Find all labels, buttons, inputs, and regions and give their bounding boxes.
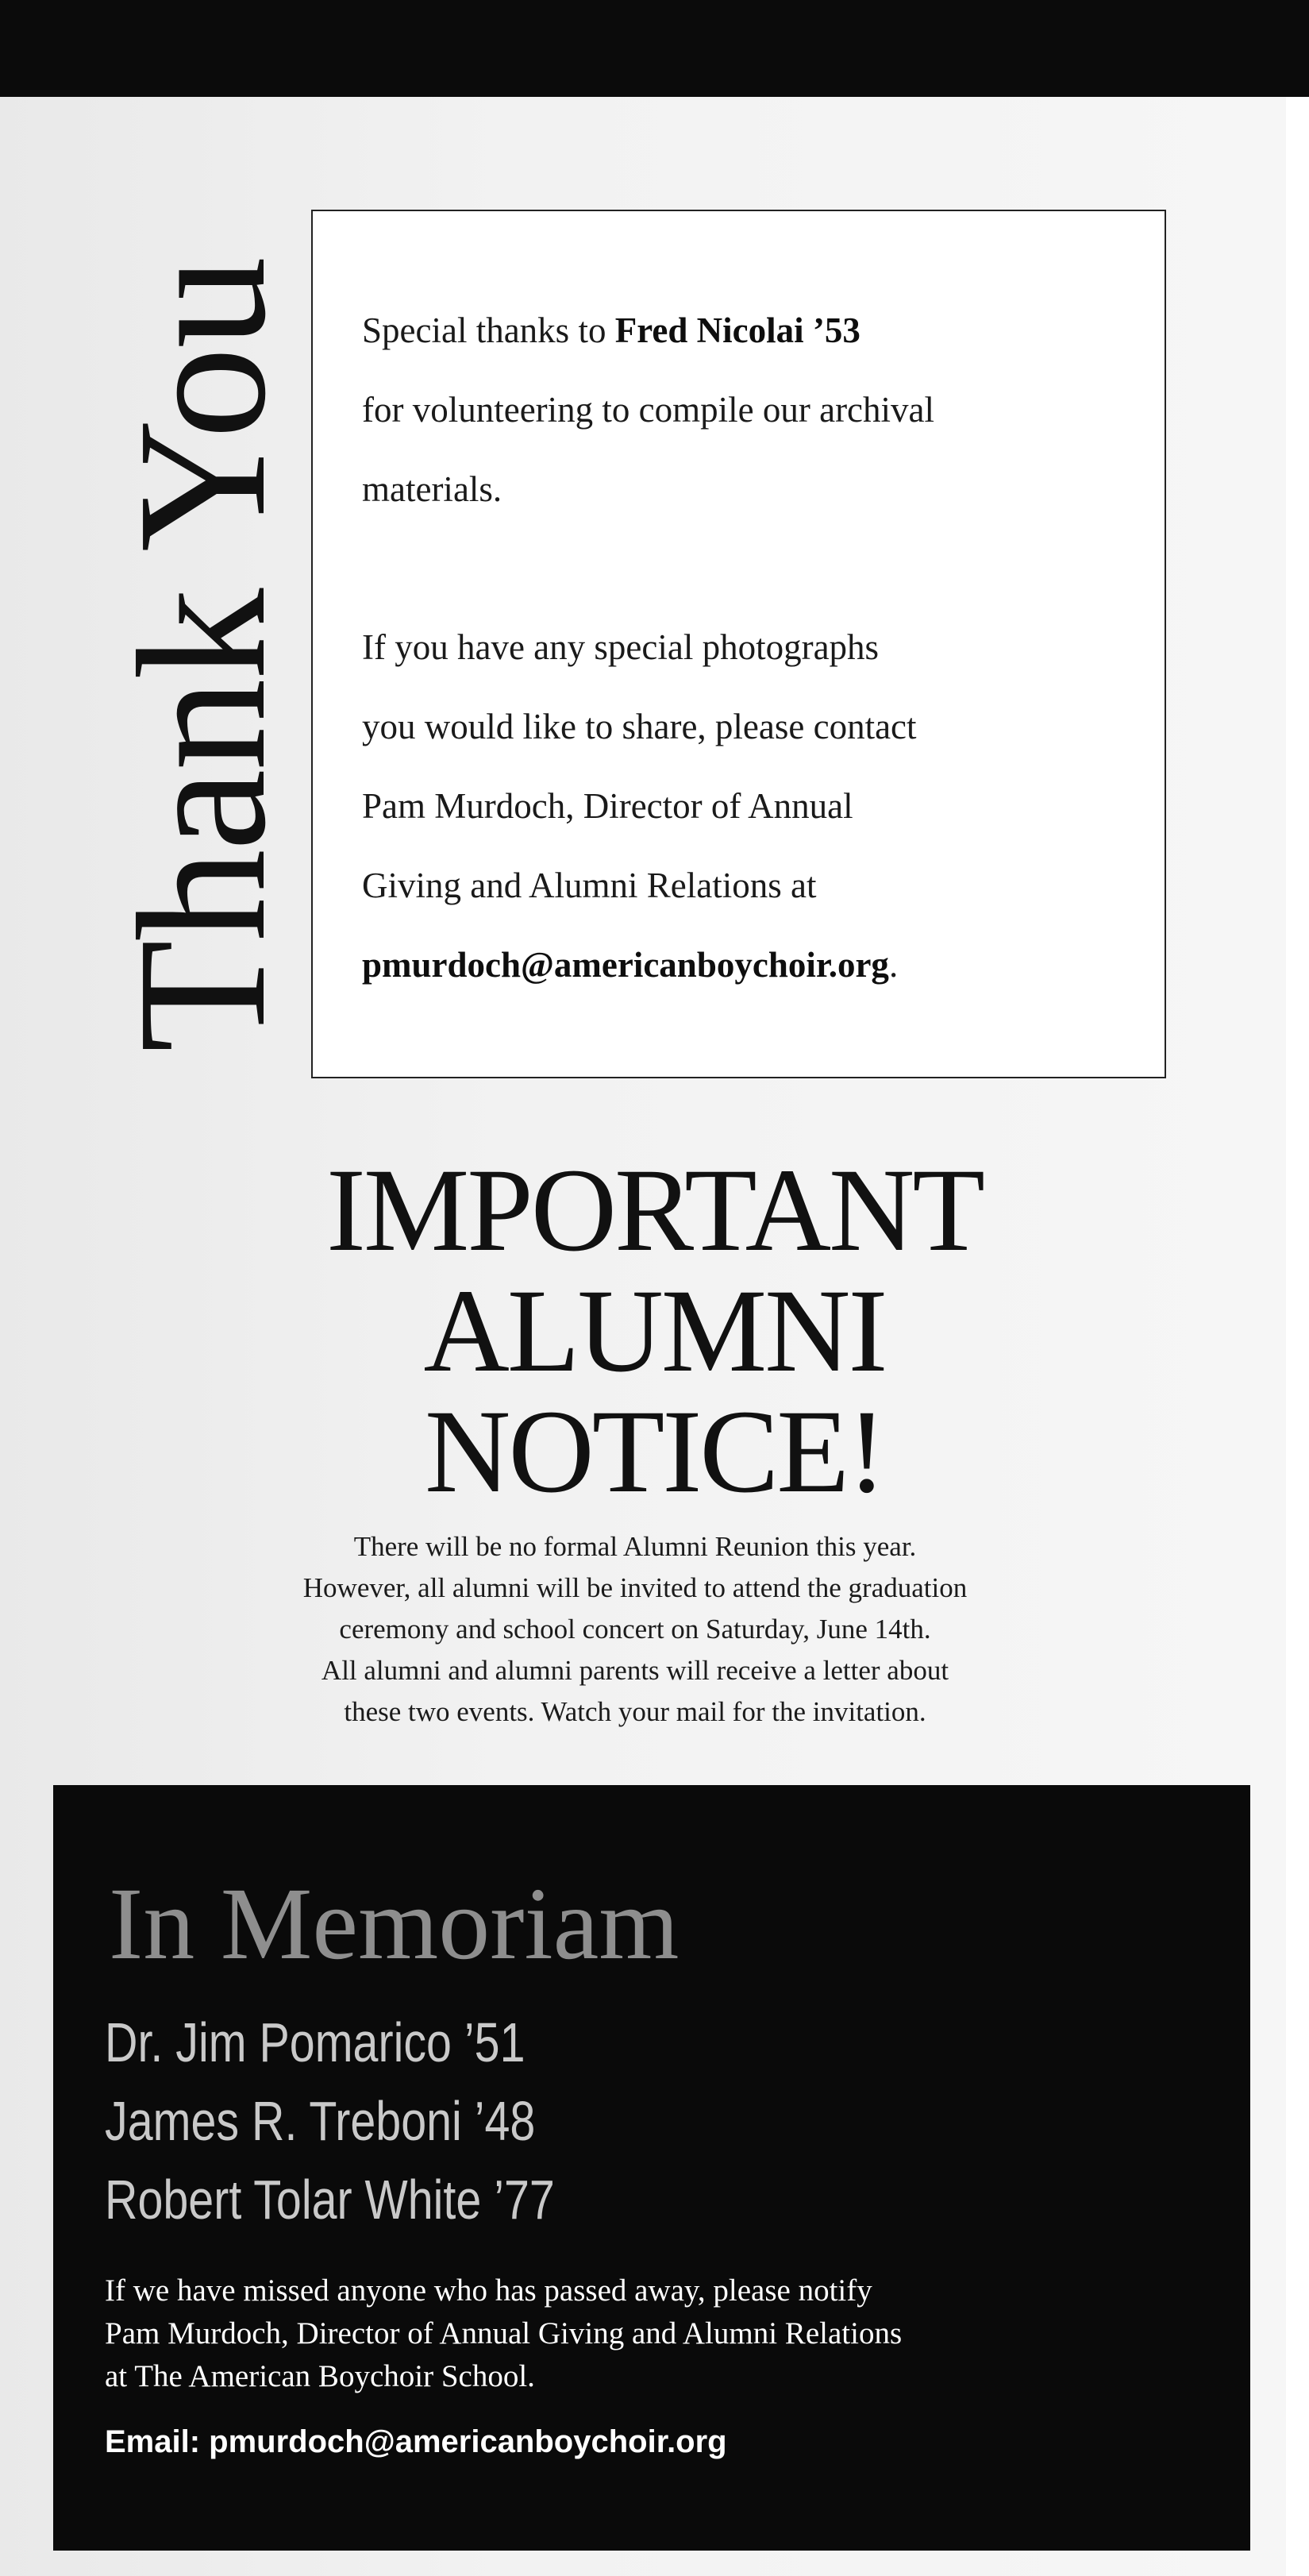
photos-line-4: Giving and Alumni Relations at	[362, 866, 817, 905]
notice-body	[143, 1526, 1127, 1733]
memoriam-note	[105, 2269, 1216, 2398]
notice-line: There will be no formal Alumni Reunion this year.	[353, 1531, 917, 1562]
photos-line-3: Pam Murdoch, Director of Annual	[362, 786, 853, 826]
top-black-band	[0, 0, 1309, 97]
photos-line-2: you would like to share, please contact	[362, 707, 917, 746]
thank-you-heading-wrap	[100, 214, 304, 1096]
memoriam-note-line: If we have missed anyone who has passed away, please notify	[105, 2273, 872, 2308]
memoriam-note-line: at The American Boychoir School.	[105, 2359, 535, 2393]
notice-line: All alumni and alumni parents will receive a letter about	[321, 1655, 949, 1686]
thanks-line-2: for volunteering to compile our archival	[362, 390, 935, 430]
notice-title-line-3: NOTICE!	[425, 1386, 884, 1517]
memoriam-name: Robert Tolar White ’77	[105, 2169, 555, 2231]
volunteer-name: Fred Nicolai ’53	[614, 310, 860, 350]
notice-line: ceremony and school concert on Saturday, June 14th.	[339, 1614, 931, 1645]
photos-line-1: If you have any special photographs	[362, 627, 880, 667]
thank-you-heading: Thank You	[100, 257, 304, 1053]
memoriam-names-list	[105, 2003, 653, 2239]
memoriam-email-link[interactable]: Email: pmurdoch@americanboychoir.org	[105, 2424, 727, 2459]
memoriam-title: In Memoriam	[109, 1867, 680, 1981]
email-period: .	[888, 945, 899, 985]
photographs-paragraph	[362, 607, 1117, 1005]
thanks-lead: Special thanks to	[362, 310, 615, 350]
thanks-paragraph	[362, 291, 1117, 529]
memoriam-name: James R. Treboni ’48	[105, 2090, 536, 2152]
thanks-line-3: materials.	[362, 469, 502, 509]
contact-email-link[interactable]: pmurdoch@americanboychoir.org	[362, 945, 889, 985]
notice-title	[0, 1144, 1309, 1517]
notice-title-line-1: IMPORTANT	[325, 1144, 983, 1276]
notice-line: these two events. Watch your mail for the invitation.	[344, 1696, 926, 1727]
memoriam-panel	[53, 1785, 1250, 2551]
notice-line: However, all alumni will be invited to attend the graduation	[302, 1572, 968, 1603]
memoriam-name: Dr. Jim Pomarico ’51	[105, 2011, 526, 2073]
thanks-box	[311, 210, 1166, 1078]
memoriam-note-line: Pam Murdoch, Director of Annual Giving and Alumni Relations	[105, 2316, 903, 2350]
notice-title-line-2: ALUMNI	[423, 1265, 886, 1397]
